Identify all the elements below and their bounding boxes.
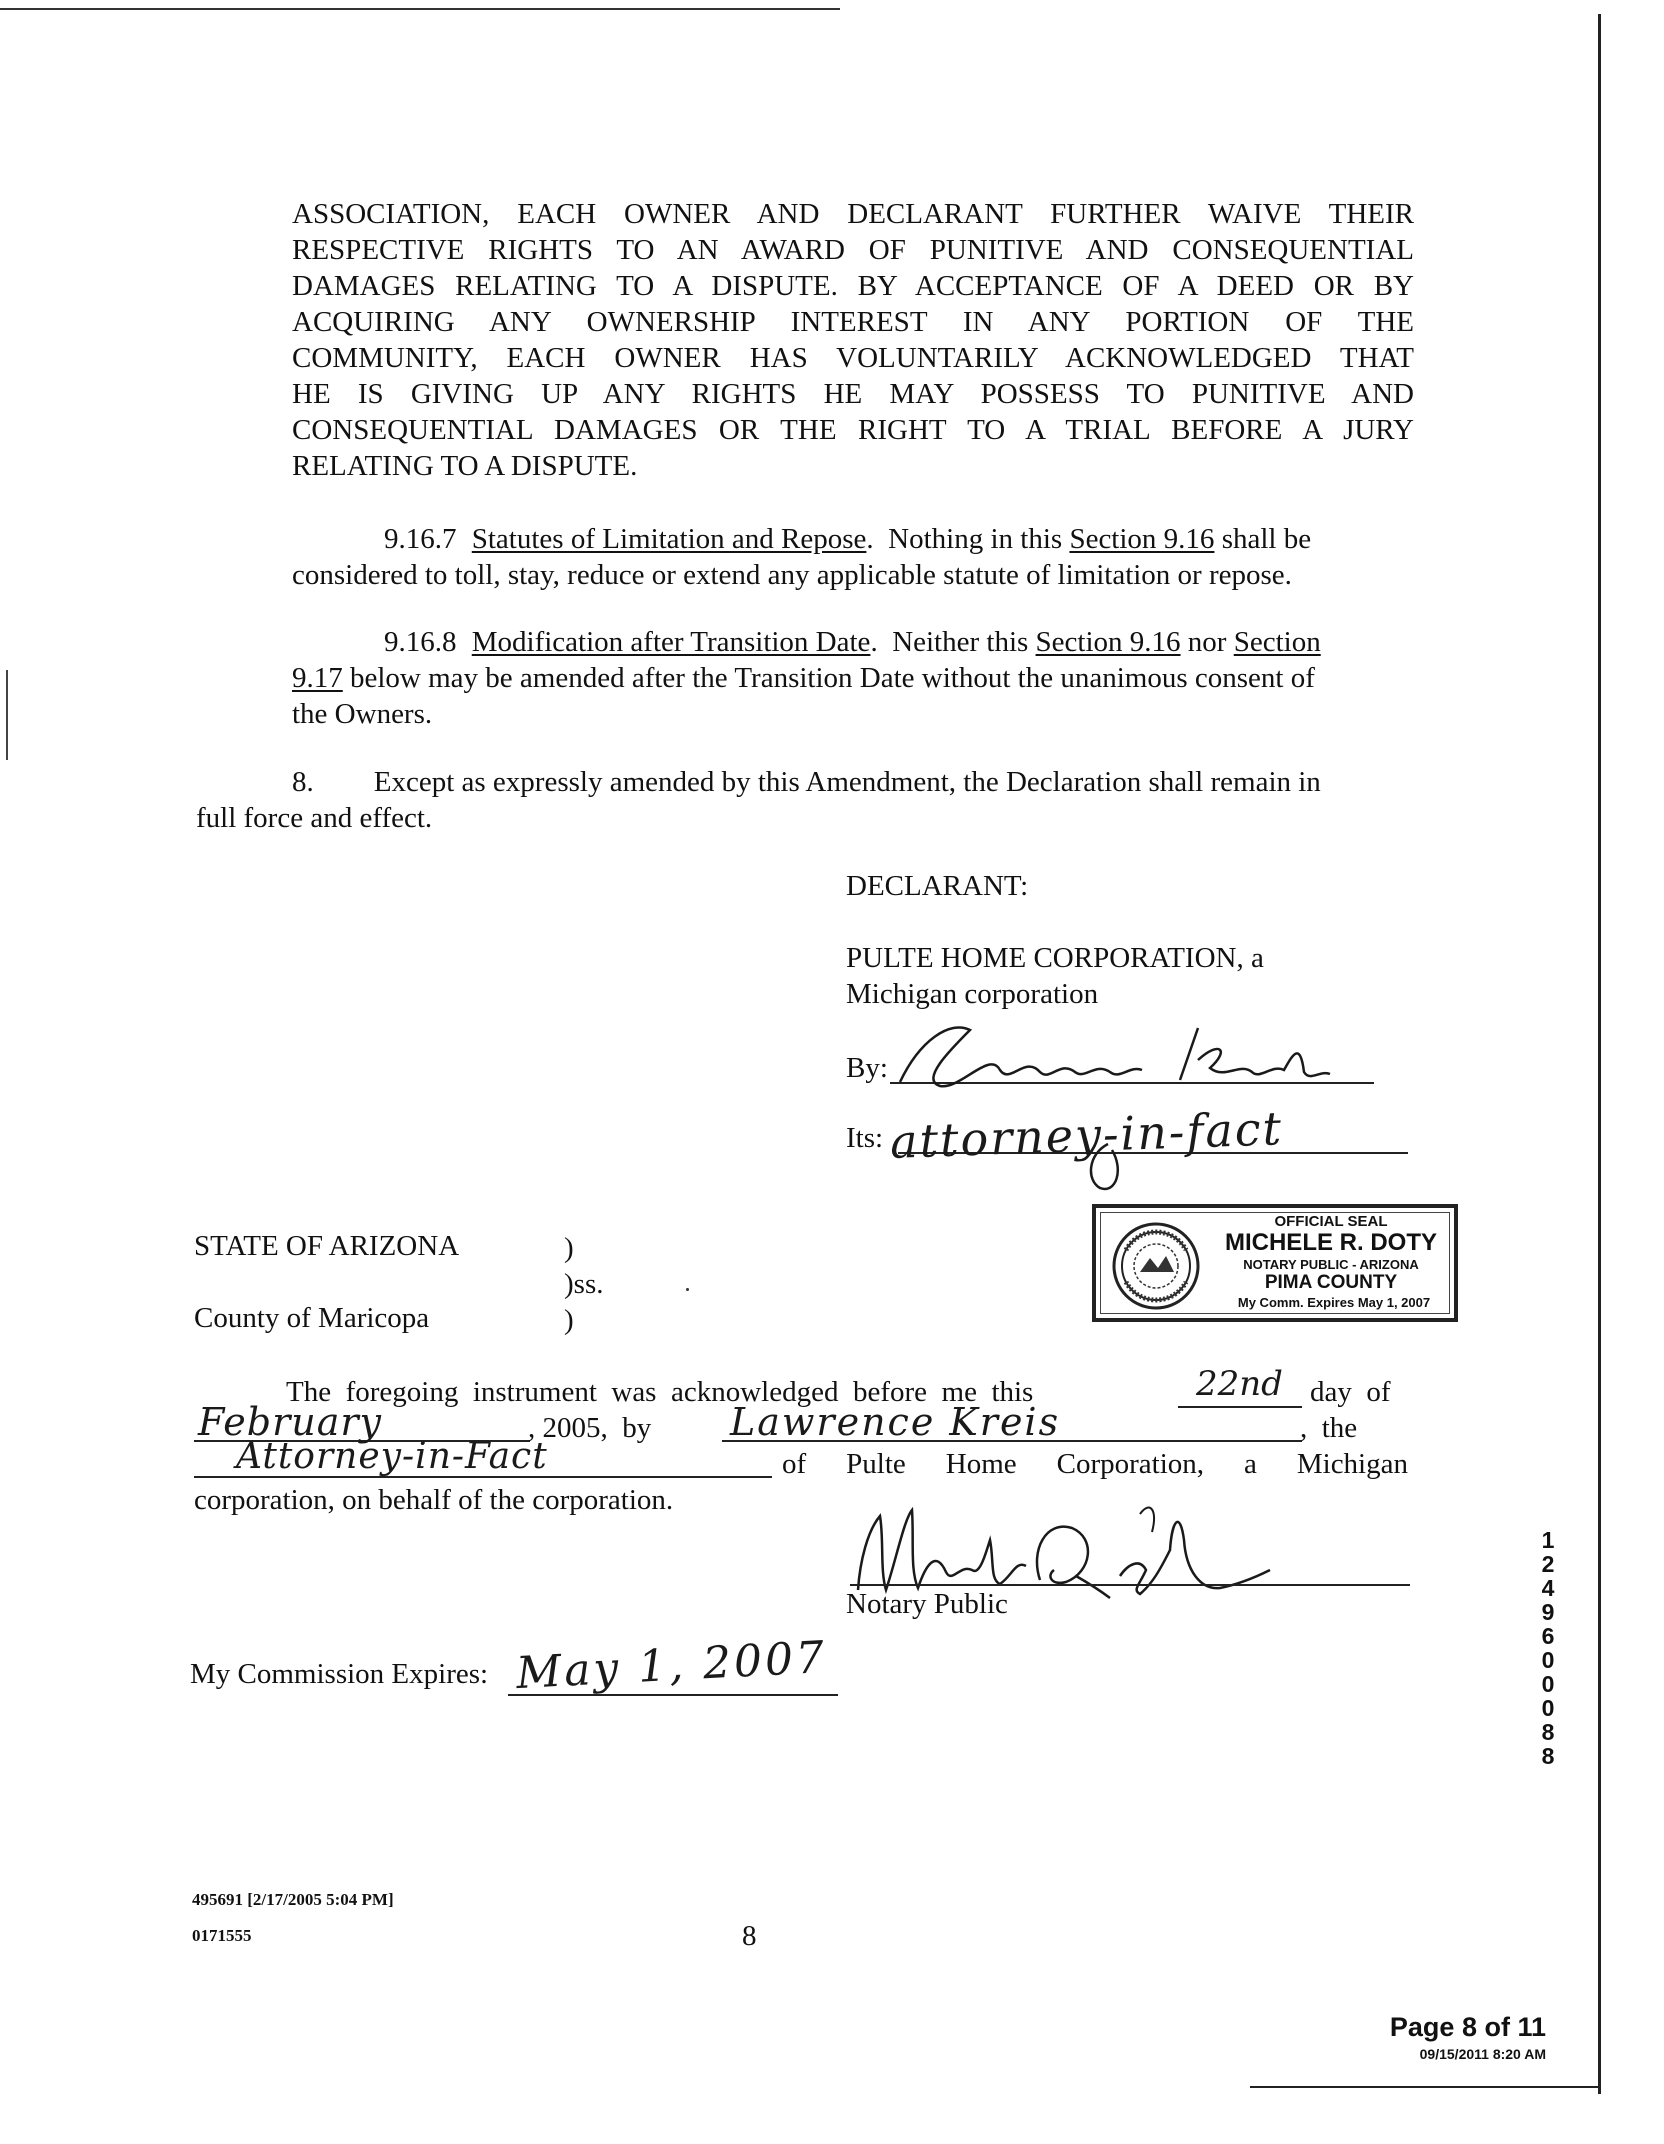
print-timestamp: 09/15/2011 8:20 AM [1419,2046,1546,2062]
document-id: 495691 [2/17/2005 5:04 PM] [192,1890,394,1909]
section-text: shall be [1214,523,1312,555]
its-handwritten-value: attorney-in-fact [889,1101,1284,1169]
section-reference: Section [1233,626,1321,658]
caps-line: ACQUIRING ANY OWNERSHIP INTEREST IN ANY PORTION OF THE [292,306,1414,338]
ack-day-value: 22nd [1196,1364,1283,1404]
left-margin-mark [6,670,8,760]
recording-number: 12496 00088 [1541,1527,1555,1769]
seal-notary-public: NOTARY PUBLIC - ARIZONA [1243,1257,1419,1272]
its-label: Its: [846,1122,884,1154]
caps-line: HE IS GIVING UP ANY RIGHTS HE MAY POSSESS TO PUNITIVE AND [292,378,1414,410]
venue-paren: ) [564,1304,574,1336]
section-reference: Section 9.16 [1069,523,1215,555]
section-heading: Modification after Transition Date [471,626,871,658]
ack-line1-end: day of [1310,1376,1391,1408]
caps-line: ASSOCIATION, EACH OWNER AND DECLARANT FURTHER WAIVE THEIR [292,198,1414,230]
venue-paren: ) [564,1232,574,1264]
section-text: . Nothing in this [866,523,1070,555]
commission-value: May 1, 2007 [514,1631,829,1700]
ack-line1-text: The foregoing instrument was acknowledged before me this [286,1376,1034,1408]
section-reference: Section 9.16 [1035,626,1181,658]
caps-line: CONSEQUENTIAL DAMAGES OR THE RIGHT TO A TRIAL BEFORE A JURY [292,414,1414,446]
bottom-border-line [1250,2086,1600,2088]
seal-expiration: My Comm. Expires May 1, 2007 [1237,1295,1431,1310]
company-name: PULTE HOME CORPORATION, a [846,942,1264,974]
seal-county: PIMA COUNTY [1264,1272,1398,1293]
caps-line: DAMAGES RELATING TO A DISPUTE. BY ACCEPTANCE OF A DEED OR BY [292,270,1414,302]
top-border-line [0,8,840,10]
section-text: below may be amended after the Transition Date without the unanimous consent of [342,662,1315,694]
venue-county: County of Maricopa [194,1302,430,1334]
seal-notary-name: MICHELE R. DOTY [1224,1229,1437,1256]
waiver-paragraph [292,196,1414,484]
paragraph-number: 8. [292,766,314,798]
right-border-line [1598,14,1601,2094]
ack-line4: corporation, on behalf of the corporation. [194,1484,674,1516]
section-text: . Neither this [870,626,1036,658]
section-heading: Statutes of Limitation and Repose [471,523,867,555]
section-9-16-8-line2 [292,660,1414,696]
paragraph-text: Except as expressly amended by this Amendment, the Declaration shall remain in [373,766,1321,798]
section-text: nor [1180,626,1234,658]
caps-line: RESPECTIVE RIGHTS TO AN AWARD OF PUNITIVE AND CONSEQUENTIAL [292,234,1414,266]
venue-ss: )ss. [564,1268,604,1300]
stray-dot [686,1288,689,1291]
section-9-16-7-line2: considered to toll, stay, reduce or extend any applicable statute of limitation or repose. [292,559,1292,591]
its-signature-loop [1078,1140,1138,1200]
seal-title: OFFICIAL SEAL [1274,1213,1388,1230]
page-of-total: Page 8 of 11 [1389,2012,1546,2042]
paragraph-8-line1 [196,764,1414,800]
notary-public-label: Notary Public [846,1588,1008,1620]
ack-title-value: Attorney-in-Fact [236,1436,548,1477]
company-state: Michigan corporation [846,978,1099,1010]
ack-month-value: February [198,1400,383,1444]
caps-line: COMMUNITY, EACH OWNER HAS VOLUNTARILY ACKNOWLEDGED THAT [292,342,1414,374]
declarant-label: DECLARANT: [846,870,1029,902]
ack-name-value: Lawrence Kreis [730,1400,1061,1444]
section-number: 9.16.8 [384,626,457,658]
ack-day-line [1178,1406,1302,1408]
ack-line2-year: , 2005, by [528,1412,652,1444]
section-9-16-7-line1 [292,521,1414,557]
document-code: 0171555 [192,1926,252,1945]
commission-label: My Commission Expires: [190,1658,489,1690]
caps-line: RELATING TO A DISPUTE. [292,450,638,482]
notary-seal-stamp [1092,1204,1458,1322]
section-9-16-7 [292,521,1414,593]
arizona-state-seal-icon [1110,1220,1202,1312]
ack-line2-end: , the [1300,1412,1358,1444]
section-9-16-8 [292,624,1414,732]
declarant-signature [880,1010,1380,1100]
paragraph-8 [196,764,1414,836]
venue-state: STATE OF ARIZONA [194,1230,460,1262]
section-number: 9.16.7 [384,523,457,555]
section-9-16-8-line1 [292,624,1414,660]
by-label: By: [846,1052,888,1084]
section-9-16-8-line3: the Owners. [292,698,433,730]
page-number: 8 [742,1920,757,1952]
section-reference: 9.17 [292,662,343,694]
ack-line3-text: of Pulte Home Corporation, a Michigan [782,1448,1408,1480]
paragraph-8-line2: full force and effect. [196,802,433,834]
